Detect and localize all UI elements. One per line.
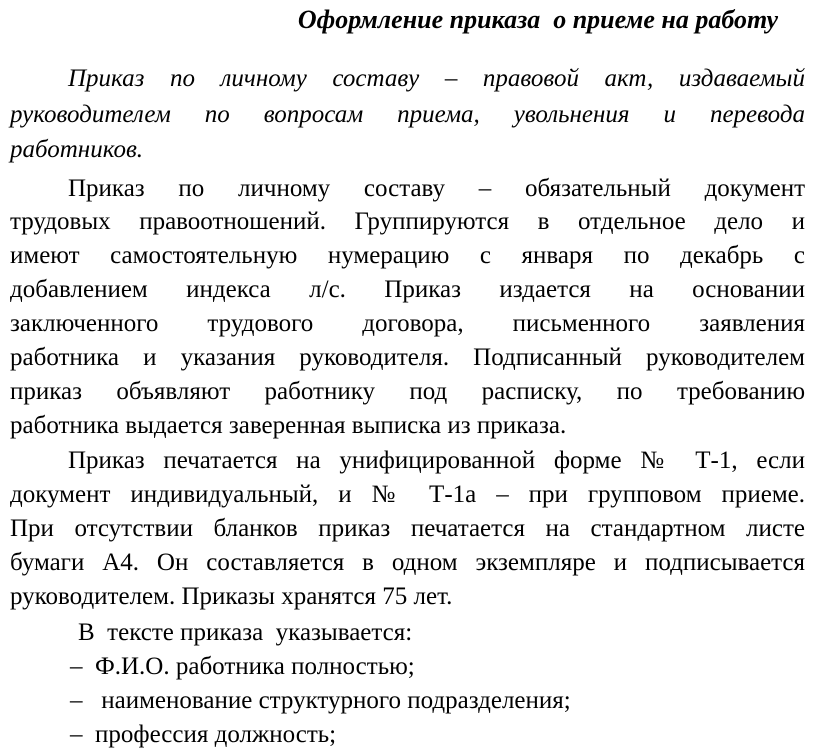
paragraph-2-line-7: приказ объявляют работнику под расписку, по требованию: [10, 378, 805, 405]
list-item: – профессия должность;: [70, 721, 337, 748]
paragraph-3-line-1: Приказ печатается на унифицированной форме № Т-1, если: [68, 447, 805, 474]
paragraph-2-line-4: добавлением индекса л/с. Приказ издается на основании: [10, 276, 805, 303]
paragraph-1-line-1: Приказ по личному составу – правовой акт, издаваемый: [68, 65, 805, 92]
paragraph-2-line-2: трудовых правоотношений. Группируются в отдельное дело и: [10, 208, 805, 235]
paragraph-2-line-3: имеют самостоятельную нумерацию с января по декабрь с: [10, 242, 805, 269]
paragraph-1-line-2: руководителем по вопросам приема, увольнения и перевода: [10, 101, 805, 128]
paragraph-3-line-2: документ индивидуальный, и № Т-1а – при групповом приеме.: [10, 481, 805, 508]
paragraph-3-line-4: бумаги А4. Он составляется в одном экземпляре и подписывается: [10, 549, 805, 576]
list-item: – наименование структурного подразделения;: [70, 687, 571, 714]
paragraph-3-line-3: При отсутствии бланков приказ печатается на стандартном листе: [10, 515, 805, 542]
paragraph-2-line-6: работника и указания руководителя. Подписанный руководителем: [10, 344, 805, 371]
document-title: Оформление приказа о приеме на работу: [297, 5, 779, 34]
paragraph-2-line-1: Приказ по личному составу – обязательный документ: [68, 175, 805, 202]
paragraph-1-line-3: работников.: [10, 136, 144, 163]
paragraph-3-line-5: руководителем. Приказы хранятся 75 лет.: [10, 583, 453, 610]
list-intro: В тексте приказа указывается:: [78, 619, 413, 646]
paragraph-2-line-8: работника выдается заверенная выписка из приказа.: [10, 412, 567, 439]
list-item: – Ф.И.О. работника полностью;: [70, 653, 415, 680]
paragraph-2-line-5: заключенного трудового договора, письменного заявления: [10, 310, 805, 337]
